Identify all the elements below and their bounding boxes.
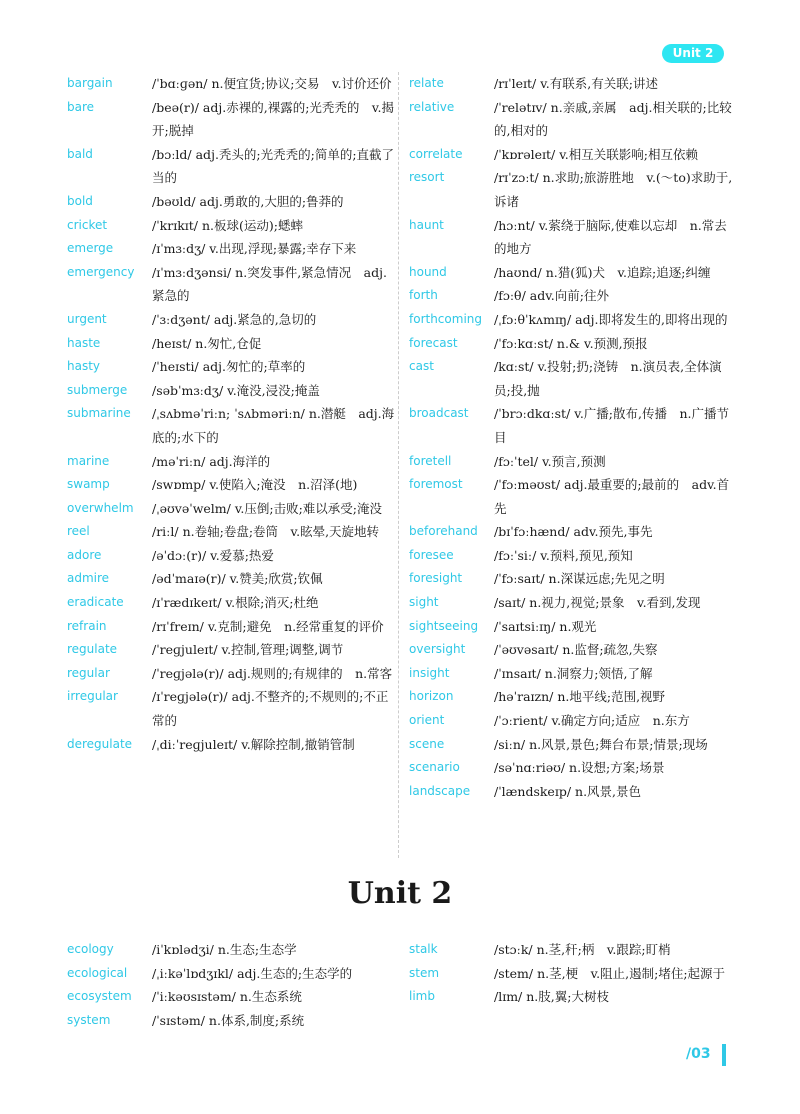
vocab-entry xyxy=(409,166,734,213)
vocab-definition: /ˈsaɪtsiːɪŋ/ n.观光 xyxy=(494,618,597,634)
vocab-word: submerge xyxy=(67,382,128,397)
vocab-entry xyxy=(409,591,734,615)
vocab-entry xyxy=(409,615,734,639)
vocab-word: relative xyxy=(409,99,455,114)
vocab-word: cast xyxy=(409,359,434,374)
vocab-definition: /ˌfɔːθˈkʌmɪŋ/ adj.即将发生的,即将出现的 xyxy=(494,311,728,327)
vocab-entry xyxy=(67,985,397,1009)
vocab-word: haunt xyxy=(409,217,444,232)
vocab-entry xyxy=(409,756,734,780)
vocab-definition: /haʊnd/ n.猎(狐)犬 v.追踪;追逐;纠缠 xyxy=(494,264,711,280)
vocab-word: forthcoming xyxy=(409,311,482,326)
vocab-word: admire xyxy=(67,571,110,586)
vocab-definition: /əˈdɔː(r)/ v.爱慕;热爱 xyxy=(152,547,274,563)
vocab-entry xyxy=(409,214,734,261)
vocab-definition: /rɪˈfreɪn/ v.克制;避免 n.经常重复的评价 xyxy=(152,618,384,634)
unit-badge: Unit 2 xyxy=(662,44,724,63)
vocab-word: forth xyxy=(409,288,438,303)
vocab-entry xyxy=(409,473,734,520)
vocab-entry xyxy=(67,1009,397,1033)
vocab-entry xyxy=(67,591,397,615)
section-title: Unit 2 xyxy=(347,876,453,911)
vocab-entry xyxy=(409,143,734,167)
vocab-word: beforehand xyxy=(409,524,478,539)
vocab-word: submarine xyxy=(67,406,131,421)
vocab-word: relate xyxy=(409,76,444,90)
vocab-definition: /ˈɜːdʒənt/ adj.紧急的,急切的 xyxy=(152,311,317,327)
column-divider xyxy=(398,72,399,858)
vocab-word: reel xyxy=(67,524,90,539)
page-number: /03 xyxy=(686,1046,711,1062)
vocab-definition: /ˈiːkəʊsɪstəm/ n.生态系统 xyxy=(152,989,302,1005)
vocab-entry xyxy=(67,143,397,190)
vocab-definition: /rɪˈleɪt/ v.有联系,有关联;讲述 xyxy=(494,76,658,91)
vocab-definition: /ɪˈmɜːdʒ/ v.出现,浮现;暴露;幸存下来 xyxy=(152,241,357,257)
vocab-entry xyxy=(67,237,397,261)
vocab-word: bargain xyxy=(67,76,113,90)
vocab-definition: /ˈreɡjələ(r)/ adj.规则的;有规律的 n.常客 xyxy=(152,665,393,681)
vocab-definition: /siːn/ n.风景,景色;舞台布景;情景;现场 xyxy=(494,736,708,752)
vocab-definition: /bɪˈfɔːhænd/ adv.预先,事先 xyxy=(494,524,653,540)
vocab-entry xyxy=(67,214,397,238)
vocab-word: hasty xyxy=(67,359,101,374)
vocab-definition: /ədˈmaɪə(r)/ v.赞美;欣赏;钦佩 xyxy=(152,571,323,587)
vocab-definition: /beə(r)/ adj.赤裸的,裸露的;光秃秃的 v.揭开;脱掉 xyxy=(152,99,394,139)
vocab-word: bare xyxy=(67,99,95,114)
vocab-entry xyxy=(67,733,397,757)
vocab-entry xyxy=(67,938,397,962)
vocab-definition: /heɪst/ n.匆忙,仓促 xyxy=(152,335,262,351)
vocab-entry xyxy=(409,72,734,96)
vocab-word: refrain xyxy=(67,618,107,633)
vocab-definition: /məˈriːn/ adj.海洋的 xyxy=(152,453,271,469)
vocab-word: hound xyxy=(409,264,447,279)
vocab-definition: /bɔːld/ adj.秃头的;光秃秃的;简单的;直截了当的 xyxy=(152,146,395,186)
vocab-word: emerge xyxy=(67,241,114,256)
vocab-word: scenario xyxy=(409,760,460,775)
vocab-definition: /ˌsʌbməˈriːn; ˈsʌbməriːn/ n.潜艇 adj.海底的;水下的 xyxy=(152,406,395,445)
vocab-word: broadcast xyxy=(409,406,469,421)
vocab-entry xyxy=(67,261,397,308)
vocab-word: overwhelm xyxy=(67,500,134,515)
vocab-entry xyxy=(409,638,734,662)
vocab-entry xyxy=(409,520,734,544)
vocab-word: irregular xyxy=(67,689,118,704)
vocab-word: eradicate xyxy=(67,595,124,610)
vocab-word: ecological xyxy=(67,965,128,980)
vocab-word: foresight xyxy=(409,571,463,586)
vocab-word: stalk xyxy=(409,942,438,956)
vocab-definition: /rɪˈzɔːt/ n.求助;旅游胜地 v.(～to)求助于,诉诸 xyxy=(494,170,733,209)
vocab-definition: /ˈsɪstəm/ n.体系,制度;系统 xyxy=(152,1012,305,1028)
vocab-entry xyxy=(67,520,397,544)
vocab-word: limb xyxy=(409,989,435,1004)
vocab-word: bold xyxy=(67,193,93,208)
vocab-definition: /fɔːˈtel/ v.预言,预测 xyxy=(494,453,606,469)
page-number-bar xyxy=(722,1044,726,1066)
vocab-definition: /ˈrelətɪv/ n.亲戚,亲属 adj.相关联的;比较的,相对的 xyxy=(494,99,732,139)
vocab-definition: /kɑːst/ v.投射;扔;浇铸 n.演员表,全体演员;投,抛 xyxy=(494,359,722,398)
vocab-word: resort xyxy=(409,170,445,185)
vocab-entry xyxy=(409,662,734,686)
vocab-definition: /fɔːˈsiː/ v.预料,预见,预知 xyxy=(494,547,633,563)
vocab-word: emergency xyxy=(67,264,135,279)
vocab-entry xyxy=(409,261,734,285)
vocab-word: adore xyxy=(67,547,102,562)
vocab-definition: /saɪt/ n.视力,视觉;景象 v.看到,发现 xyxy=(494,595,701,611)
vocab-entry xyxy=(67,567,397,591)
vocab-definition: /ˈɪnsaɪt/ n.洞察力;领悟,了解 xyxy=(494,665,653,681)
vocab-word: ecosystem xyxy=(67,989,132,1004)
unit2-column-left xyxy=(67,938,397,1032)
vocab-entry xyxy=(67,962,397,986)
vocab-entry xyxy=(409,962,739,986)
vocab-definition: /səˈnɑːriəʊ/ n.设想;方案;场景 xyxy=(494,760,665,776)
vocab-definition: /ˈəʊvəsaɪt/ n.监督;疏忽,失察 xyxy=(494,642,658,658)
vocab-word: foresee xyxy=(409,547,454,562)
vocab-word: haste xyxy=(67,335,101,350)
unit2-column-right xyxy=(409,938,739,1009)
vocab-word: forecast xyxy=(409,335,458,350)
vocab-definition: /ˈheɪsti/ adj.匆忙的;草率的 xyxy=(152,359,306,375)
vocab-definition: /ɪˈrædɪkeɪt/ v.根除;消灭;杜绝 xyxy=(152,595,319,611)
vocab-definition: /səbˈmɜːdʒ/ v.淹没,浸没;掩盖 xyxy=(152,382,320,398)
vocab-entry xyxy=(67,615,397,639)
vocab-definition: /ˌiːkəˈlɒdʒɪkl/ adj.生态的;生态学的 xyxy=(152,965,353,981)
vocab-definition: /ˈlændskeɪp/ n.风景,景色 xyxy=(494,783,642,799)
vocab-word: cricket xyxy=(67,217,108,232)
vocab-definition: /həˈraɪzn/ n.地平线;范围,视野 xyxy=(494,689,666,705)
vocab-entry xyxy=(409,780,734,804)
vocab-word: sight xyxy=(409,595,439,610)
vocab-word: ecology xyxy=(67,942,114,956)
vocab-word: insight xyxy=(409,665,450,680)
vocab-definition: /ˌəʊvəˈwelm/ v.压倒;击败;难以承受;淹没 xyxy=(152,500,383,516)
vocab-entry xyxy=(409,284,734,308)
vocab-word: scene xyxy=(409,736,445,751)
vocab-entry xyxy=(409,985,739,1009)
vocab-definition: /stɔːk/ n.茎,秆;柄 v.跟踪;盯梢 xyxy=(494,942,671,957)
vocab-entry xyxy=(67,473,397,497)
vocab-entry xyxy=(409,938,739,962)
vocab-definition: /bəʊld/ adj.勇敢的,大胆的;鲁莽的 xyxy=(152,193,344,209)
vocab-entry xyxy=(67,379,397,403)
vocab-word: regular xyxy=(67,665,110,680)
vocab-word: correlate xyxy=(409,146,463,161)
vocab-definition: /ˈkrɪkɪt/ n.板球(运动);蟋蟀 xyxy=(152,217,303,233)
vocab-definition: /lɪm/ n.肢,翼;大树枝 xyxy=(494,989,609,1005)
vocab-entry xyxy=(409,450,734,474)
vocab-entry xyxy=(67,308,397,332)
vocab-definition: /iˈkɒlədʒi/ n.生态;生态学 xyxy=(152,942,297,957)
vocab-entry xyxy=(409,308,734,332)
vocab-word: regulate xyxy=(67,642,118,657)
vocab-definition: /ˈbrɔːdkɑːst/ v.广播;散布,传播 n.广播节目 xyxy=(494,406,730,445)
vocab-word: stem xyxy=(409,965,440,980)
vocab-word: foremost xyxy=(409,477,463,492)
vocab-word: foretell xyxy=(409,453,452,468)
vocab-definition: /hɔːnt/ v.萦绕于脑际,使难以忘却 n.常去的地方 xyxy=(494,217,727,257)
vocab-word: deregulate xyxy=(67,736,133,751)
vocab-entry xyxy=(409,709,734,733)
vocab-definition: /ˈreɡjuleɪt/ v.控制,管理;调整,调节 xyxy=(152,642,344,658)
vocab-word: system xyxy=(67,1012,111,1027)
vocab-entry xyxy=(67,638,397,662)
vocab-word: sightseeing xyxy=(409,618,479,633)
vocab-entry xyxy=(409,402,734,449)
vocab-column-right xyxy=(409,72,734,803)
vocab-entry xyxy=(67,662,397,686)
vocab-entry xyxy=(409,567,734,591)
vocab-entry xyxy=(409,332,734,356)
vocab-definition: /fɔːθ/ adv.向前;往外 xyxy=(494,288,609,304)
vocab-definition: /ɪˈmɜːdʒənsi/ n.突发事件,紧急情况 adj.紧急的 xyxy=(152,264,387,304)
vocab-entry xyxy=(67,332,397,356)
vocab-entry xyxy=(67,497,397,521)
vocab-entry xyxy=(67,450,397,474)
vocab-word: urgent xyxy=(67,311,107,326)
vocab-entry xyxy=(67,96,397,143)
vocab-column-left xyxy=(67,72,397,756)
vocab-entry xyxy=(67,402,397,449)
vocab-word: bald xyxy=(67,146,93,161)
vocab-definition: /swɒmp/ v.使陷入;淹没 n.沼泽(地) xyxy=(152,477,358,493)
vocab-word: oversight xyxy=(409,642,466,657)
vocab-entry xyxy=(67,190,397,214)
vocab-definition: /stem/ n.茎,梗 v.阻止,遏制;堵住;起源于 xyxy=(494,965,726,981)
vocab-definition: /ˈɔːrient/ v.确定方向;适应 n.东方 xyxy=(494,713,690,729)
vocab-word: horizon xyxy=(409,689,454,704)
vocab-definition: /ˈkɒrəleɪt/ v.相互关联影响;相互依赖 xyxy=(494,146,698,162)
vocab-entry xyxy=(67,685,397,732)
vocab-definition: /ˈfɔːkɑːst/ n.& v.预测,预报 xyxy=(494,335,648,351)
vocab-entry xyxy=(409,544,734,568)
vocab-definition: /ˌdiːˈreɡjuleɪt/ v.解除控制,撤销管制 xyxy=(152,736,355,752)
vocab-word: orient xyxy=(409,713,445,728)
vocab-entry xyxy=(409,733,734,757)
vocab-entry xyxy=(409,685,734,709)
vocab-definition: /ˈfɔːməʊst/ adj.最重要的;最前的 adv.首先 xyxy=(494,477,730,516)
vocab-entry xyxy=(67,72,397,96)
vocab-word: marine xyxy=(67,453,110,468)
vocab-definition: /ˈbɑːɡən/ n.便宜货;协议;交易 v.讨价还价 xyxy=(152,76,392,91)
vocab-word: landscape xyxy=(409,783,471,798)
vocab-definition: /riːl/ n.卷轴;卷盘;卷筒 v.眩晕,天旋地转 xyxy=(152,524,380,540)
vocab-entry xyxy=(67,544,397,568)
vocab-entry xyxy=(67,355,397,379)
vocab-entry xyxy=(409,355,734,402)
vocab-word: swamp xyxy=(67,477,110,492)
vocab-definition: /ˈfɔːsaɪt/ n.深谋远虑;先见之明 xyxy=(494,571,665,587)
vocab-entry xyxy=(409,96,734,143)
vocab-definition: /ɪˈreɡjələ(r)/ adj.不整齐的;不规则的;不正常的 xyxy=(152,689,389,729)
